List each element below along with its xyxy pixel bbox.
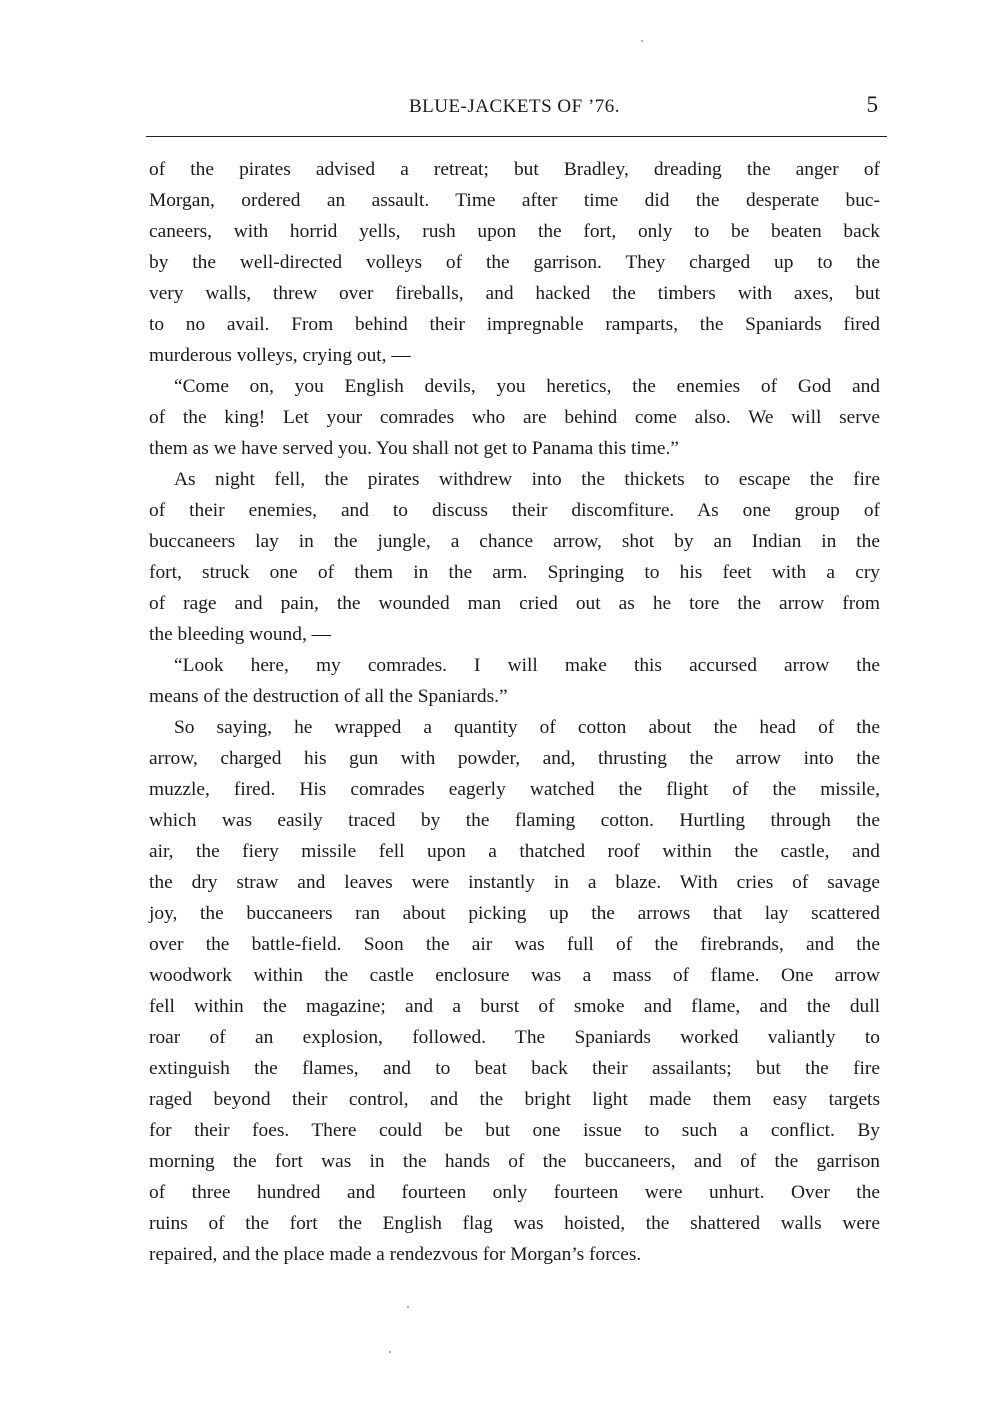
running-title: BLUE-JACKETS OF ’76. bbox=[408, 96, 621, 117]
text-line: to no avail. From behind their impregnable ramparts, the Spaniards fired bbox=[149, 314, 880, 335]
text-line: fort, struck one of them in the arm. Springing to his feet with a cry bbox=[149, 562, 880, 583]
text-line: buccaneers lay in the jungle, a chance arrow, shot by an Indian in the bbox=[149, 531, 880, 552]
text-line: “Look here, my comrades. I will make this accursed arrow the bbox=[174, 655, 880, 676]
text-line: woodwork within the castle enclosure was a mass of flame. One arrow bbox=[149, 965, 880, 986]
text-line: of three hundred and fourteen only fourteen were unhurt. Over the bbox=[149, 1182, 880, 1203]
text-line: muzzle, fired. His comrades eagerly watched the flight of the missile, bbox=[149, 779, 880, 800]
header-rule bbox=[146, 136, 887, 137]
text-line: fell within the magazine; and a burst of smoke and flame, and the dull bbox=[149, 996, 880, 1017]
text-line: of rage and pain, the wounded man cried out as he tore the arrow from bbox=[149, 593, 880, 614]
text-line: Morgan, ordered an assault. Time after time did the desperate buc- bbox=[149, 190, 880, 211]
scan-speck bbox=[407, 1306, 409, 1308]
text-line: extinguish the flames, and to beat back their assailants; but the fire bbox=[149, 1058, 880, 1079]
text-line: repaired, and the place made a rendezvous for Morgan’s forces. bbox=[149, 1244, 642, 1265]
text-line: As night fell, the pirates withdrew into the thickets to escape the fire bbox=[174, 469, 880, 490]
text-line: means of the destruction of all the Spaniards.” bbox=[149, 686, 508, 707]
text-line: arrow, charged his gun with powder, and, thrusting the arrow into the bbox=[149, 748, 880, 769]
text-line: of the king! Let your comrades who are behind come also. We will serve bbox=[149, 407, 880, 428]
text-line: them as we have served you. You shall not get to Panama this time.” bbox=[149, 438, 679, 459]
text-line: by the well-directed volleys of the garrison. They charged up to the bbox=[149, 252, 880, 273]
text-line: the bleeding wound, — bbox=[149, 624, 332, 645]
text-line: for their foes. There could be but one issue to such a conflict. By bbox=[149, 1120, 880, 1141]
text-line: of the pirates advised a retreat; but Bradley, dreading the anger of bbox=[149, 159, 880, 180]
page-number: 5 bbox=[866, 92, 878, 117]
text-line: of their enemies, and to discuss their discomfiture. As one group of bbox=[149, 500, 880, 521]
running-head bbox=[149, 92, 880, 124]
text-line: So saying, he wrapped a quantity of cotton about the head of the bbox=[174, 717, 880, 738]
text-line: over the battle-field. Soon the air was full of the firebrands, and the bbox=[149, 934, 880, 955]
text-line: caneers, with horrid yells, rush upon the fort, only to be beaten back bbox=[149, 221, 880, 242]
text-line: ruins of the fort the English flag was hoisted, the shattered walls were bbox=[149, 1213, 880, 1234]
text-line: joy, the buccaneers ran about picking up the arrows that lay scattered bbox=[149, 903, 880, 924]
body-text bbox=[149, 154, 880, 1270]
text-line: murderous volleys, crying out, — bbox=[149, 345, 411, 366]
text-line: morning the fort was in the hands of the buccaneers, and of the garrison bbox=[149, 1151, 880, 1172]
text-line: raged beyond their control, and the bright light made them easy targets bbox=[149, 1089, 880, 1110]
text-line: air, the fiery missile fell upon a thatched roof within the castle, and bbox=[149, 841, 880, 862]
scan-speck bbox=[641, 40, 643, 42]
text-line: roar of an explosion, followed. The Spaniards worked valiantly to bbox=[149, 1027, 880, 1048]
text-line: “Come on, you English devils, you heretics, the enemies of God and bbox=[174, 376, 880, 397]
text-line: which was easily traced by the flaming cotton. Hurtling through the bbox=[149, 810, 880, 831]
scan-speck bbox=[389, 1351, 391, 1353]
text-line: very walls, threw over fireballs, and hacked the timbers with axes, but bbox=[149, 283, 880, 304]
text-line: the dry straw and leaves were instantly in a blaze. With cries of savage bbox=[149, 872, 880, 893]
